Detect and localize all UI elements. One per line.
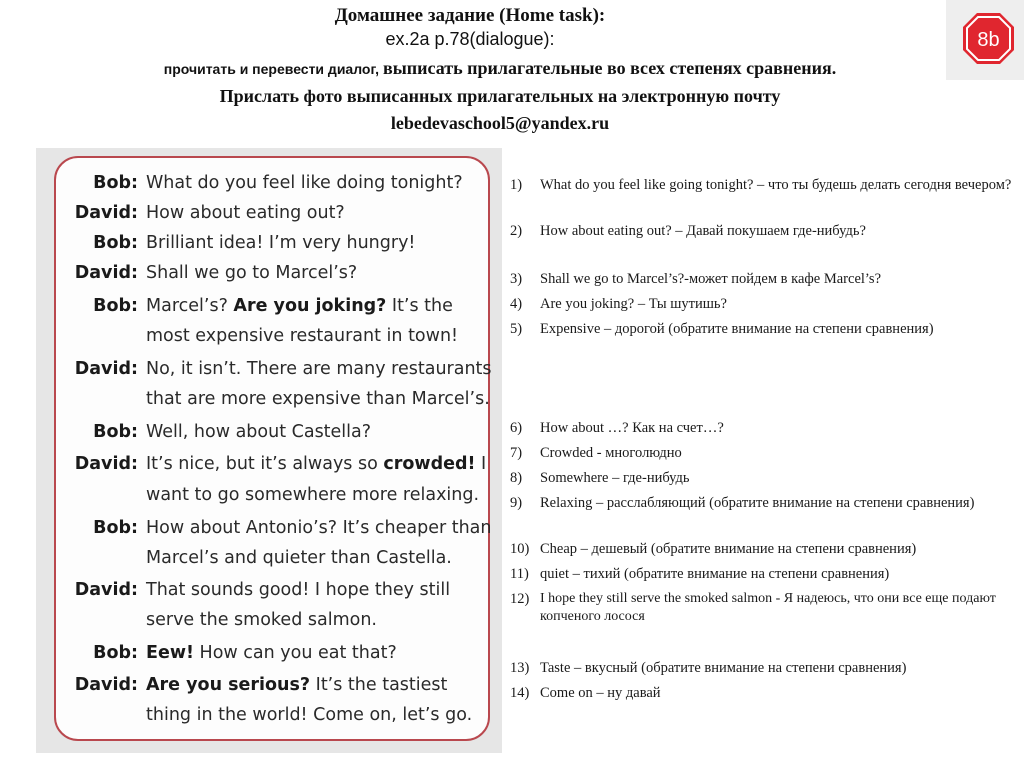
highlighted-phrase: crowded! bbox=[383, 454, 476, 474]
note-number: 5) bbox=[510, 321, 523, 337]
note-text: I hope they still serve the smoked salmon - Я надеюсь, что они все еще подают копченого лосося bbox=[540, 591, 996, 624]
dialogue-line bbox=[56, 575, 486, 605]
note-text: Expensive – дорогой (обратите внимание на степени сравнения) bbox=[540, 321, 934, 337]
note-number: 14) bbox=[510, 685, 530, 701]
page-title: Домашнее задание (Home task): bbox=[334, 5, 606, 26]
speaker-name: David: bbox=[74, 675, 138, 695]
dialogue-line bbox=[56, 291, 486, 321]
note-text: Relaxing – расслабляющий (обратите внимание на степени сравнения) bbox=[540, 495, 975, 511]
highlighted-phrase: Are you joking? bbox=[233, 296, 387, 316]
dialogue-line bbox=[56, 638, 486, 668]
dialogue-text: I bbox=[475, 454, 487, 474]
speaker-name: Bob: bbox=[93, 422, 138, 442]
note-text: Come on – ну давай bbox=[540, 685, 661, 701]
speaker-name: David: bbox=[74, 454, 138, 474]
speaker-name: Bob: bbox=[93, 173, 138, 193]
note-number: 8) bbox=[510, 470, 523, 486]
dialogue-text: want to go somewhere more relaxing. bbox=[146, 485, 480, 505]
dialogue-text: It’s the bbox=[386, 296, 453, 316]
dialogue-text: most expensive restaurant in town! bbox=[146, 326, 459, 346]
instruction-part-1: прочитать и перевести диалог, bbox=[163, 61, 379, 77]
note-number: 11) bbox=[510, 566, 529, 582]
dialogue-text: that are more expensive than Marcel’s. bbox=[146, 389, 490, 409]
badge-panel bbox=[946, 0, 1024, 80]
note-text: Cheap – дешевый (обратите внимание на степени сравнения) bbox=[540, 541, 917, 557]
dialogue-line bbox=[56, 168, 486, 198]
textbook-excerpt bbox=[36, 148, 502, 753]
instruction bbox=[0, 56, 1000, 82]
speaker-name: Bob: bbox=[93, 233, 138, 253]
note-text: Somewhere – где-нибудь bbox=[540, 470, 690, 486]
dialogue-text: How about Antonio’s? It’s cheaper than bbox=[146, 518, 492, 538]
speaker-name: David: bbox=[74, 203, 138, 223]
dialogue-line bbox=[56, 417, 486, 447]
speaker-name: Bob: bbox=[93, 518, 138, 538]
dialogue-box bbox=[54, 156, 490, 741]
dialogue-line bbox=[56, 513, 492, 543]
note-text: quiet – тихий (обратите внимание на степени сравнения) bbox=[540, 566, 890, 582]
dialogue-text: That sounds good! I hope they still bbox=[146, 580, 451, 600]
note-text: Shall we go to Marcel’s?-может пойдем в кафе Marcel’s? bbox=[540, 271, 882, 287]
note-text: Crowded - многолюдно bbox=[540, 445, 682, 461]
speaker-name: David: bbox=[74, 263, 138, 283]
note-number: 9) bbox=[510, 495, 523, 511]
dialogue-line bbox=[56, 258, 486, 288]
dialogue-line bbox=[56, 605, 486, 635]
note-number: 3) bbox=[510, 271, 523, 287]
note-number: 2) bbox=[510, 223, 523, 239]
dialogue-line bbox=[56, 670, 486, 700]
dialogue-line bbox=[56, 321, 486, 351]
exercise-reference: ex.2a p.78(dialogue): bbox=[385, 29, 555, 49]
send-photo-instruction: Прислать фото выписанных прилагательных на электронную почту bbox=[219, 86, 781, 106]
dialogue-text: Marcel’s and quieter than Castella. bbox=[146, 548, 452, 568]
note-number: 4) bbox=[510, 296, 523, 312]
speaker-name: Bob: bbox=[93, 643, 138, 663]
dialogue-line bbox=[56, 228, 486, 258]
note-text: Are you joking? – Ты шутишь? bbox=[540, 296, 727, 312]
grade-badge-icon bbox=[961, 11, 1016, 66]
note-number: 7) bbox=[510, 445, 523, 461]
dialogue-text: serve the smoked salmon. bbox=[146, 610, 377, 630]
badge-label: 8b bbox=[977, 29, 1000, 51]
dialogue-line bbox=[56, 480, 486, 510]
note-text: How about eating out? – Давай покушаем где-нибудь? bbox=[540, 223, 866, 239]
note-number: 6) bbox=[510, 420, 523, 436]
dialogue-text: How can you eat that? bbox=[193, 643, 397, 663]
highlighted-phrase: Are you serious? bbox=[146, 675, 311, 695]
instruction-part-2: выписать прилагательные во всех степенях сравнения. bbox=[382, 58, 837, 78]
highlighted-phrase: Eew! bbox=[146, 643, 194, 663]
note-number: 13) bbox=[510, 660, 530, 676]
note-number: 10) bbox=[510, 541, 530, 557]
dialogue-line bbox=[56, 449, 486, 479]
speaker-name: David: bbox=[74, 359, 138, 379]
dialogue-text: Shall we go to Marcel’s? bbox=[146, 263, 358, 283]
speaker-name: David: bbox=[74, 580, 138, 600]
dialogue-line bbox=[56, 543, 486, 573]
note-text: How about …? Как на счет…? bbox=[540, 420, 724, 436]
dialogue-line bbox=[56, 700, 486, 730]
dialogue-text: thing in the world! Come on, let’s go. bbox=[146, 705, 473, 725]
note-number: 1) bbox=[510, 177, 523, 193]
dialogue-line bbox=[56, 384, 490, 414]
dialogue-text: What do you feel like doing tonight? bbox=[146, 173, 463, 193]
dialogue-line bbox=[56, 198, 486, 228]
speaker-name: Bob: bbox=[93, 296, 138, 316]
dialogue-text: It’s the tastiest bbox=[310, 675, 448, 695]
dialogue-text: It’s nice, but it’s always so bbox=[146, 454, 384, 474]
note-text: What do you feel like going tonight? – что ты будешь делать сегодня вечером? bbox=[540, 177, 1012, 193]
email-address: lebedevaschool5@yandex.ru bbox=[390, 113, 610, 133]
dialogue-text: Well, how about Castella? bbox=[146, 422, 372, 442]
dialogue-text: No, it isn’t. There are many restaurants bbox=[146, 359, 492, 379]
note-text: Taste – вкусный (обратите внимание на степени сравнения) bbox=[540, 660, 907, 676]
note-number: 12) bbox=[510, 591, 530, 607]
dialogue-text: Brilliant idea! I’m very hungry! bbox=[146, 233, 416, 253]
dialogue-line bbox=[56, 354, 492, 384]
dialogue-text: Marcel’s? bbox=[146, 296, 234, 316]
dialogue-text: How about eating out? bbox=[146, 203, 345, 223]
